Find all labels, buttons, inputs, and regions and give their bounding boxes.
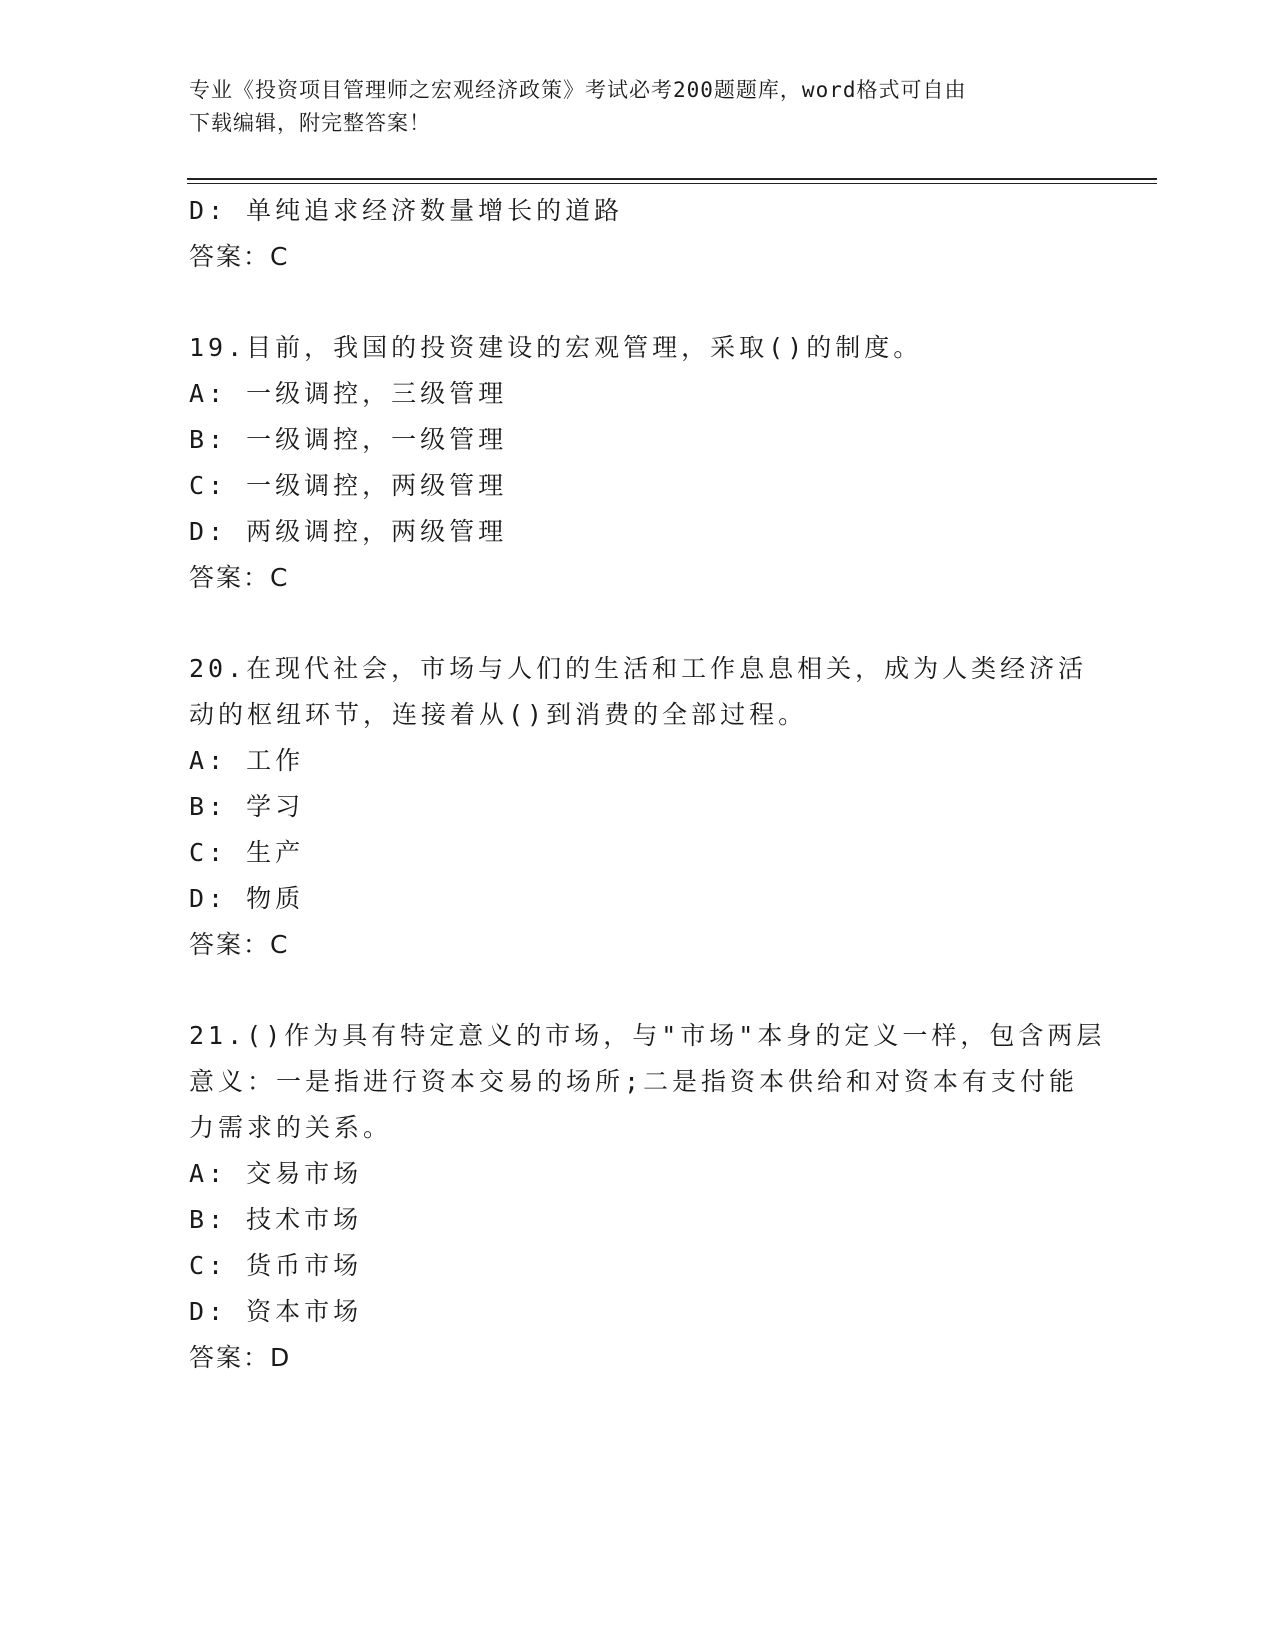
answer-line: 答案：C	[189, 563, 290, 592]
question-stem-line-2: 意义：一是指进行资本交易的场所;二是指资本供给和对资本有支付能	[189, 1067, 1079, 1096]
question-list	[189, 188, 1106, 1381]
header-divider-thin	[187, 183, 1157, 184]
option-d: D: 资本市场	[189, 1297, 363, 1326]
option-d: D: 物质	[189, 884, 305, 913]
header-divider-thick	[187, 178, 1157, 180]
spacer	[189, 968, 1089, 1013]
option-c: C: 生产	[189, 838, 305, 867]
answer-line: 答案：C	[189, 930, 290, 959]
option-a: A: 工作	[189, 746, 305, 775]
option-b: B: 一级调控，一级管理	[189, 425, 508, 454]
question-stem-line-1: 20.在现代社会，市场与人们的生活和工作息息相关，成为人类经济活	[189, 654, 1088, 683]
question-stem-line-1: 21.()作为具有特定意义的市场，与"市场"本身的定义一样，包含两层	[189, 1021, 1106, 1050]
option-a: A: 交易市场	[189, 1159, 363, 1188]
question-stem: 19.目前，我国的投资建设的宏观管理，采取()的制度。	[189, 333, 923, 362]
question-stem-line-3: 力需求的关系。	[189, 1113, 393, 1142]
header-line-2: 下载编辑，附完整答案！	[189, 111, 431, 135]
question-stem-line-2: 动的枢纽环节，连接着从()到消费的全部过程。	[189, 700, 808, 729]
question-18-tail	[189, 188, 1089, 280]
spacer	[189, 601, 1089, 646]
document-header	[189, 74, 1089, 140]
header-line-1: 专业《投资项目管理师之宏观经济政策》考试必考200题题库，word格式可自由	[189, 78, 967, 102]
option-b: B: 学习	[189, 792, 305, 821]
option-d: D: 单纯追求经济数量增长的道路	[189, 196, 624, 225]
option-c: C: 货币市场	[189, 1251, 363, 1280]
question-20	[189, 646, 1089, 968]
option-a: A: 一级调控，三级管理	[189, 379, 508, 408]
answer-line: 答案：C	[189, 242, 290, 271]
question-21	[189, 1013, 1106, 1381]
option-d: D: 两级调控，两级管理	[189, 517, 508, 546]
question-19	[189, 325, 1089, 601]
answer-line: 答案：D	[189, 1343, 292, 1372]
option-c: C: 一级调控，两级管理	[189, 471, 508, 500]
spacer	[189, 280, 1089, 325]
option-b: B: 技术市场	[189, 1205, 363, 1234]
